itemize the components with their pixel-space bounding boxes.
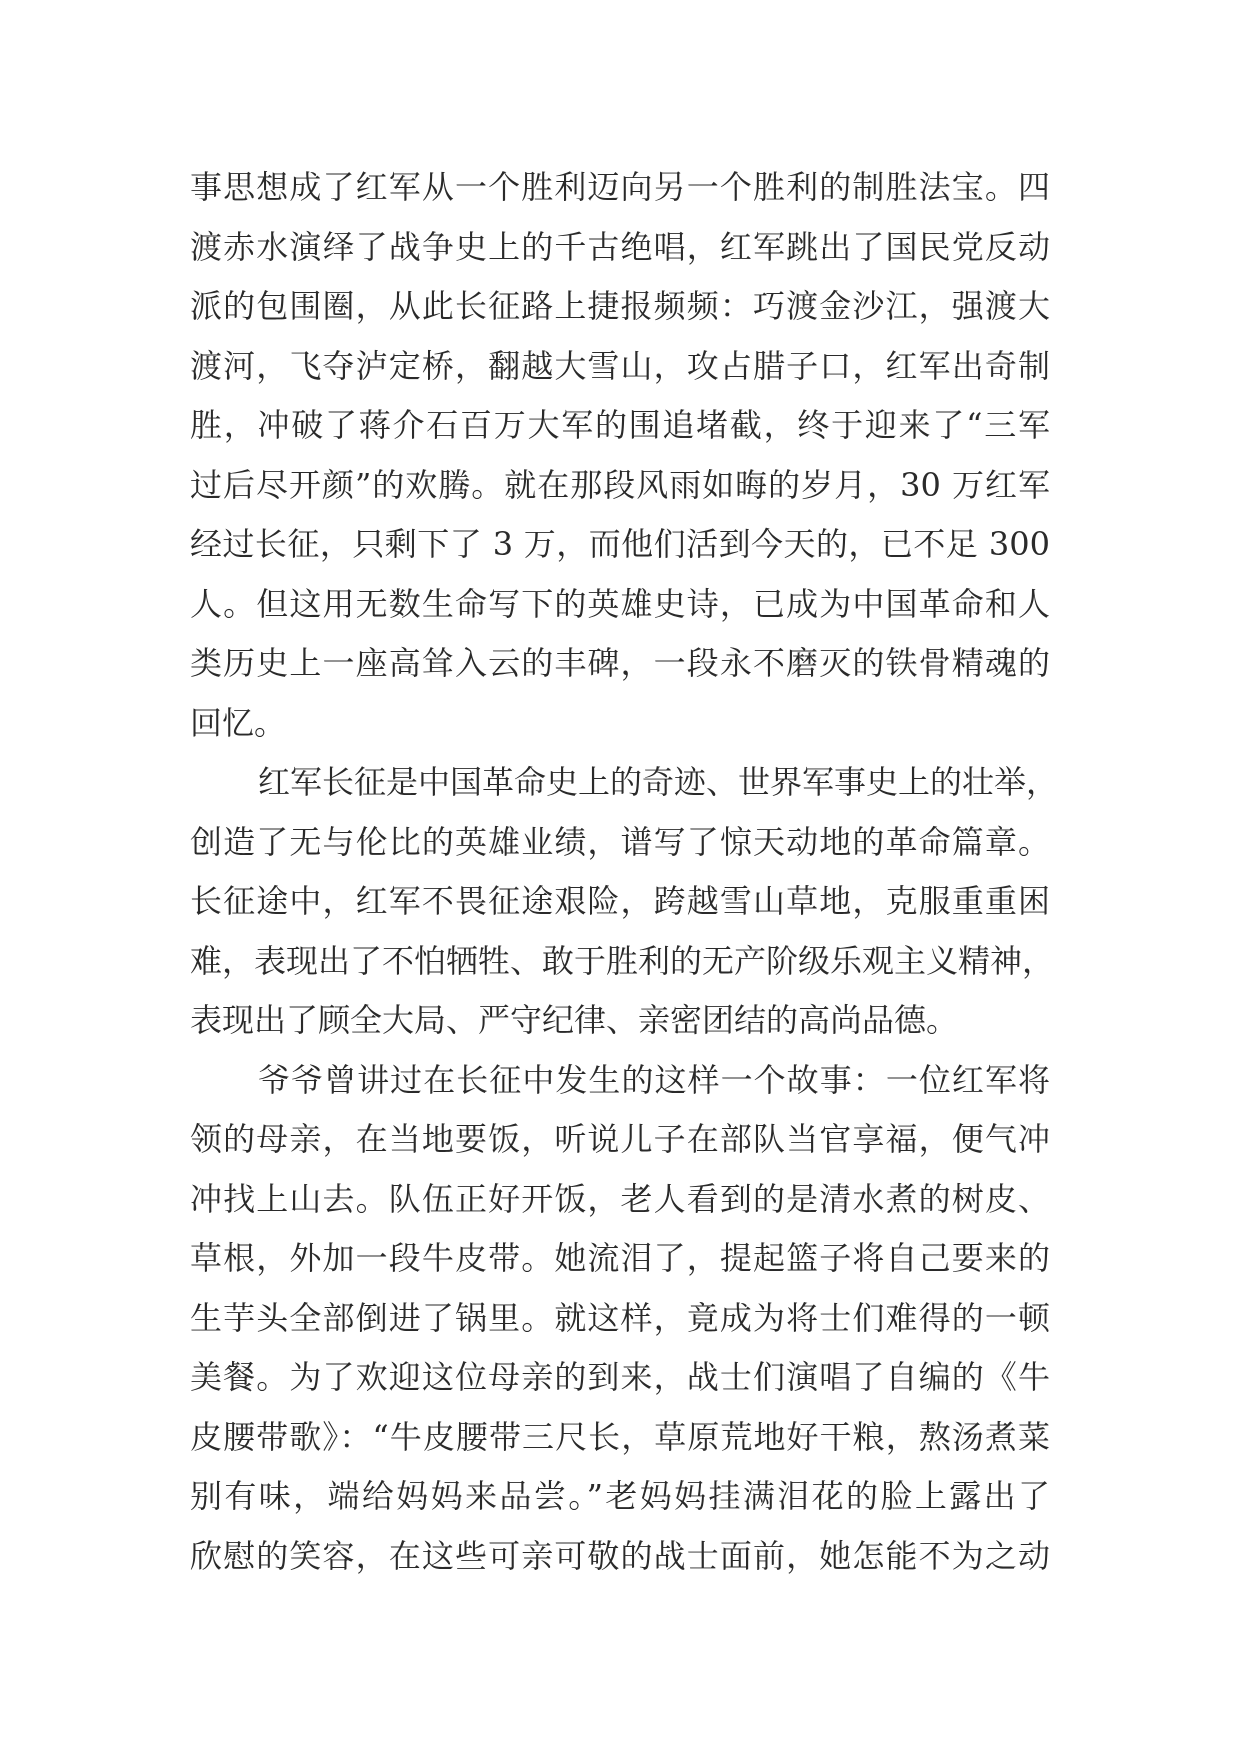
text-line: 渡河，飞夺泸定桥，翻越大雪山，攻占腊子口，红军出奇制 (190, 346, 1050, 385)
text-line: 美餐。为了欢迎这位母亲的到来，战士们演唱了自编的《牛 (190, 1358, 1050, 1396)
text-line: 红军长征是中国革命史上的奇迹、世界军事史上的壮举， (258, 763, 1059, 801)
paragraph-continued (190, 158, 1050, 753)
paragraph-grandfather-story (190, 1051, 1050, 1587)
text-line: 冲找上山去。队伍正好开饭，老人看到的是清水煮的树皮、 (190, 1179, 1050, 1218)
text-line: 人。但这用无数生命写下的英雄史诗，已成为中国革命和人 (190, 584, 1050, 623)
text-line: 经过长征，只剩下了 3 万，而他们活到今天的，已不足 300 (190, 525, 1050, 563)
text-line: 皮腰带歌》：“牛皮腰带三尺长，草原荒地好干粮，熬汤煮菜 (190, 1417, 1050, 1456)
text-line: 爷爷曾讲过在长征中发生的这样一个故事：一位红军将 (258, 1060, 1050, 1099)
text-line: 难，表现出了不怕牺牲、敢于胜利的无产阶级乐观主义精神， (190, 941, 1055, 980)
text-line: 欣慰的笑容，在这些可亲可敬的战士面前，她怎能不为之动 (190, 1536, 1050, 1575)
text-line: 回忆。 (190, 703, 287, 742)
text-line: 表现出了顾全大局、严守纪律、亲密团结的高尚品德。 (190, 1001, 959, 1039)
text-line: 长征途中，红军不畏征途艰险，跨越雪山草地，克服重重困 (190, 882, 1050, 920)
text-line: 类历史上一座高耸入云的丰碑，一段永不磨灭的铁骨精魂的 (190, 644, 1050, 682)
text-line: 创造了无与伦比的英雄业绩，谱写了惊天动地的革命篇章。 (190, 822, 1050, 861)
text-line: 派的包围圈，从此长征路上捷报频频：巧渡金沙江，强渡大 (190, 287, 1050, 325)
text-line: 领的母亲，在当地要饭，听说儿子在部队当官享福，便气冲 (190, 1120, 1050, 1158)
paragraph-long-march (190, 753, 1059, 1051)
text-line: 过后尽开颜”的欢腾。就在那段风雨如晦的岁月，30 万红军 (190, 465, 1050, 504)
text-line: 胜，冲破了蒋介石百万大军的围追堵截，终于迎来了“三军 (190, 406, 1050, 444)
text-line: 事思想成了红军从一个胜利迈向另一个胜利的制胜法宝。四 (190, 168, 1050, 206)
text-line: 别有味，端给妈妈来品尝。”老妈妈挂满泪花的脸上露出了 (190, 1477, 1050, 1515)
text-line: 草根，外加一段牛皮带。她流泪了，提起篮子将自己要来的 (190, 1239, 1050, 1277)
text-line: 生芋头全部倒进了锅里。就这样，竟成为将士们难得的一顿 (190, 1298, 1050, 1337)
text-line: 渡赤水演绎了战争史上的千古绝唱，红军跳出了国民党反动 (190, 227, 1050, 266)
document-body (190, 158, 1059, 1586)
